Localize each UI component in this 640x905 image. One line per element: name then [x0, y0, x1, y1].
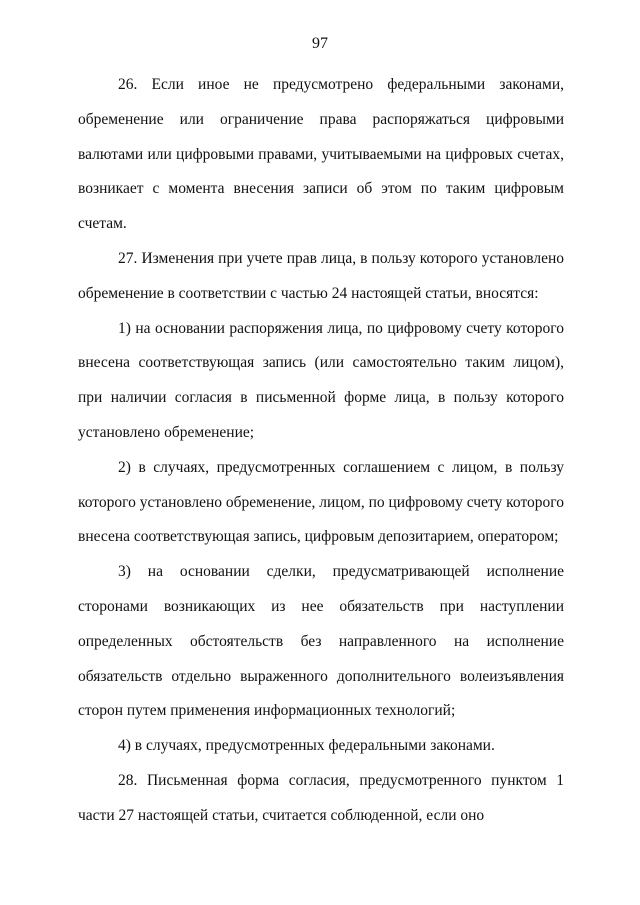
paragraph-26: 26. Если иное не предусмотрено федеральными законами, обременение или ограничение права распоряжаться цифровыми валютами или цифровыми правами, учитываемыми на цифровых счетах, возникает с момента внесения записи об этом по таким цифровым счетам. [78, 76, 564, 233]
list-item-4: 4) в случаях, предусмотренных федеральными законами. [118, 737, 495, 755]
list-item-2: 2) в случаях, предусмотренных соглашением с лицом, в пользу которого установлено обременение, лицом, по цифровому счету которого внесена соответствующая запись, цифровым депозитарием, оператором; [78, 458, 564, 546]
page-number: 97 [312, 35, 328, 52]
paragraph-28: 28. Письменная форма согласия, предусмотренного пунктом 1 части 27 настоящей статьи, считается соблюденной, если оно [78, 771, 564, 824]
list-item-1: 1) на основании распоряжения лица, по цифровому счету которого внесена соответствующая запись (или самостоятельно таким лицом), при наличии согласия в письменной форме лица, в пользу которого установлено обременение; [78, 319, 564, 441]
document-body [78, 68, 564, 834]
paragraph-27: 27. Изменения при учете прав лица, в пользу которого установлено обременение в соответствии с частью 24 настоящей статьи, вносятся: [78, 249, 564, 302]
list-item-3: 3) на основании сделки, предусматривающей исполнение сторонами возникающих из нее обязательств при наступлении определенных обстоятельств без направленного на исполнение обязательств отдельно выраженного дополнительного волеизъявления сторон путем применения информационных технологий; [78, 563, 564, 720]
